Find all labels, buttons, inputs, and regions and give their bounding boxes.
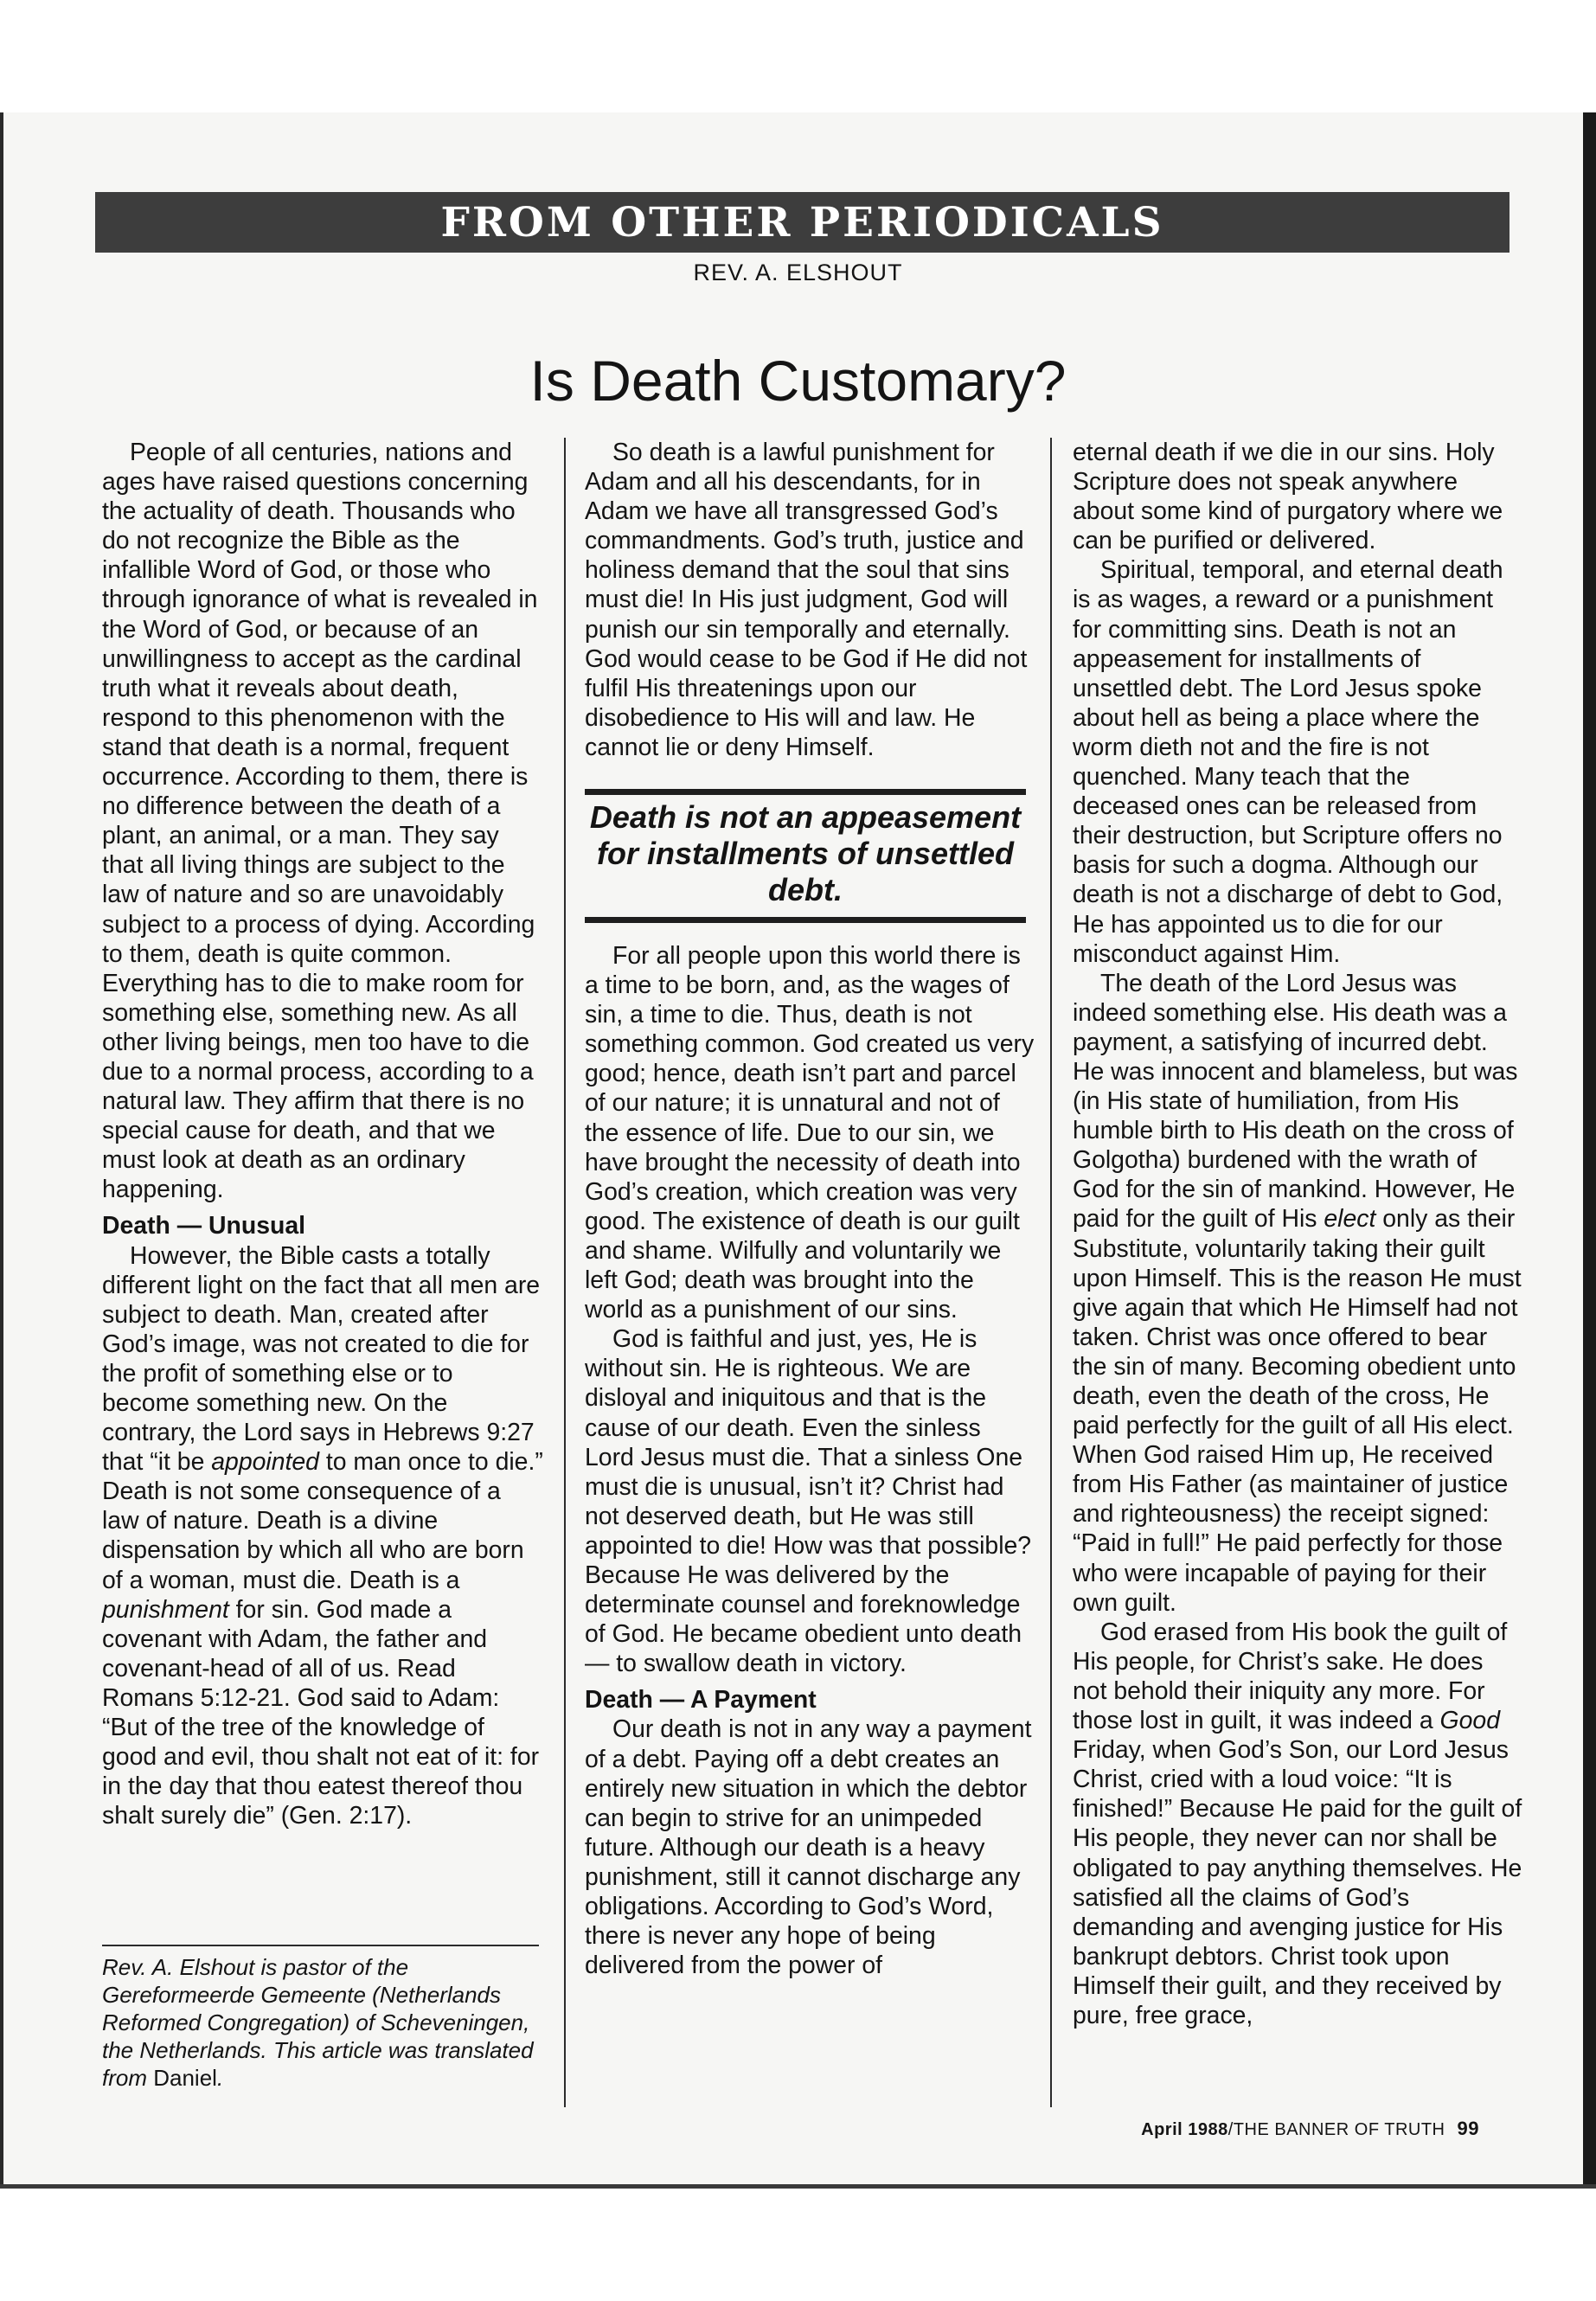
pullquote-rule-bottom (585, 917, 1026, 923)
section-heading: Death — A Payment (585, 1686, 817, 1715)
banner-text: FROM OTHER PERIODICALS (440, 198, 1164, 247)
paragraph: God erased from His book the guilt of His people, for Christ’s sake. He does not behold their iniquity any more. For those lost in guilt, it was indeed a Good Friday, when God’s Son, our Lord Jesus Christ, cried with a loud voice: “It is finished!” Because He paid for the guilt of His people, they never can nor shall be obligated to pay anything themselves. He satisfied all the claims of God’s demanding and avenging justice for His bankrupt debtors. Christ took upon Himself their guilt, and they received by pure, free grace, (1073, 1618, 1522, 2029)
paragraph: Our death is not in any way a payment of a debt. Paying off a debt creates an entirely new situation in which the debtor can begin to strive for an unimpeded future. Although our death is a heavy punishment, still it cannot discharge any obligations. According to God’s Word, there is never any hope of being delivered from the power of (585, 1715, 1032, 1980)
emphasis: Good (1439, 1707, 1500, 1735)
column-divider (1050, 438, 1052, 2107)
column-divider (564, 438, 566, 2107)
section-banner (95, 192, 1509, 253)
pullquote-rule-top (585, 789, 1026, 795)
paragraph: eternal death if we die in our sins. Holy Scripture does not speak anywhere about some kind of purgatory where we can be purified or delivered. (1073, 439, 1503, 555)
paragraph: The death of the Lord Jesus was indeed something else. His death was a payment, a satisfying of incurred debt. He was innocent and blameless, but was (in His state of humiliation, from His humble birth to His death on the cross of Golgotha) burdened with the wrath of God for the sin of mankind. However, He paid for the guilt of His elect only as their Substitute, voluntarily taking their guilt upon Himself. This is the reason He must give again that which He Himself had not taken. Christ was once offered to bear the sin of many. Becoming obedient unto death, even the death of the cross, He paid perfectly for the guilt of all His elect. When God raised Him up, He received from His Father (as maintainer of justice and righteousness) the receipt signed: “Paid in full!” He paid perfectly for those who were incapable of paying for their own guilt. (1073, 969, 1522, 1617)
paragraph: For all people upon this world there is a time to be born, and, as the wages of sin, a time to die. Thus, death is not something common. God created us very good; hence, death isn’t part and parcel of our nature; it is unnatural and not of the essence of life. Due to our sin, we have brought the necessity of death into God’s creation, which creation was very good. The existence of death is our guilt and shame. Wilfully and voluntarily we left God; death was brought into the world as a punishment of our sins. (585, 942, 1035, 1324)
page-footer (1038, 2118, 1479, 2140)
article-column-3 (1073, 438, 1522, 2030)
emphasis: appointed (211, 1448, 319, 1477)
emphasis: punishment (102, 1595, 229, 1624)
paragraph: God is faithful and just, yes, He is without sin. He is righteous. We are disloyal and iniquitous and that is the cause of our death. Even the sinless Lord Jesus must die. That a sinless One must die is unusual, isn’t it? Christ had not deserved death, but He was still appointed to die! How was that possible? Because He was delivered by the determinate counsel and foreknowledge of God. He became obedient unto death — to swallow death in victory. (585, 1325, 1032, 1678)
paragraph: People of all centuries, nations and ages have raised questions concerning the actuality of death. Thousands who do not recognize the Bible as the infallible Word of God, or those who through ignorance of what is revealed in the Word of God, or because of an unwillingness to accept as the cardinal truth what it reveals about death, respond to this phenomenon with the stand that death is a normal, frequent occurrence. According to them, there is no difference between the death of a plant, an animal, or a man. They say that all living things are subject to the law of nature and so are unavoidably subject to a process of dying. According to them, death is quite common. Everything has to die to make room for something else, something new. As all other living beings, men too have to die due to a normal process, according to a natural law. They affirm that there is no special cause for death, and that we must look at death as an ordinary happening. (102, 439, 538, 1204)
article-title: Is Death Customary? (529, 349, 1067, 413)
article-column-2 (585, 438, 1035, 762)
page-edge-shadow (1583, 112, 1596, 2189)
article-column-1 (102, 438, 543, 1830)
paragraph: So death is a lawful punishment for Adam and all his descendants, for in Adam we have all transgressed God’s commandments. God’s truth, justice and holiness demand that the soul that sins must die! In His just judgment, God will punish our sin temporally and eternally. God would cease to be God if He did not fulfil His threatenings upon our disobedience to His will and law. He cannot lie or deny Himself. (585, 439, 1028, 761)
page-bottom-edge (0, 2184, 1596, 2189)
author-footnote: Rev. A. Elshout is pastor of the Gereformeerde Gemeente (Netherlands Reformed Congregation) of Scheveningen, the Netherlands. This article was translated from Daniel. (102, 1954, 534, 2091)
page-number: 99 (1457, 2118, 1479, 2139)
footnote-divider (102, 1945, 539, 1946)
section-heading: Death — Unusual (102, 1212, 306, 1240)
paragraph: However, the Bible casts a totally different light on the fact that all men are subject to death. Man, created after God’s image, was not created to die for the profit of something else or to become something new. On the contrary, the Lord says in Hebrews 9:27 that “it be appointed to man once to die.” Death is not some consequence of a law of nature. Death is a divine dispensation by which all who are born of a woman, must die. Death is a punishment for sin. God made a covenant with Adam, the father and covenant-head of all of us. Read Romans 5:12-21. God said to Adam: “But of the tree of the knowledge of good and evil, thou shalt not eat of it: for in the day that thou eatest thereof thou shalt surely die” (Gen. 2:17). (102, 1241, 543, 1830)
issue-date: April 1988 (1141, 2120, 1228, 2139)
paragraph: Spiritual, temporal, and eternal death is as wages, a reward or a punishment for committing sins. Death is not an appeasement for installments of unsettled debt. The Lord Jesus spoke about hell as being a place where the worm dieth not and the fire is not quenched. Many teach that the deceased ones can be released from their destruction, but Scripture offers no basis for such a dogma. Although our death is not a discharge of debt to God, He has appointed us to die for our misconduct against Him. (1073, 556, 1503, 968)
pullquote: Death is not an appeasement for installments of unsettled debt. (589, 799, 1022, 907)
source-name: Daniel (153, 2065, 217, 2091)
emphasis: elect (1324, 1205, 1376, 1234)
publication-name: /THE BANNER OF TRUTH (1227, 2120, 1445, 2139)
author-byline: REV. A. ELSHOUT (693, 260, 903, 285)
article-column-2-continued (585, 941, 1035, 1980)
